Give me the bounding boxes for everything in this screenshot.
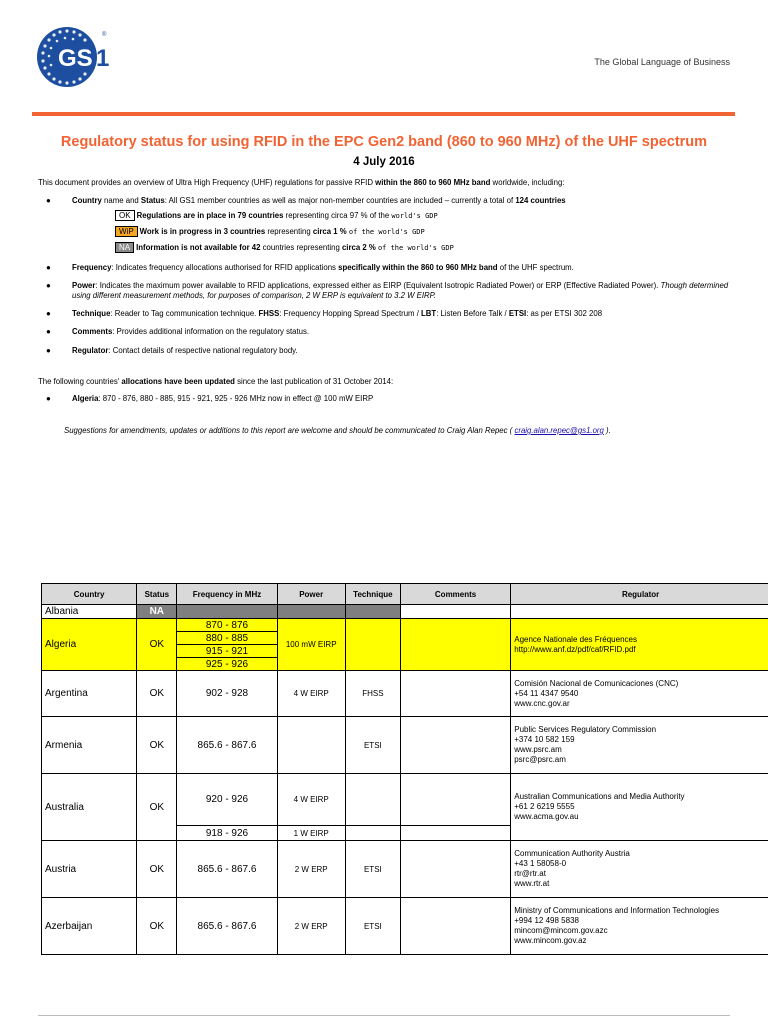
frequency-cell: 915 - 921 [177,645,277,658]
svg-text:1: 1 [96,45,110,72]
country-cell: Austria [42,841,137,898]
frequency-cell: 920 - 926 [177,774,277,826]
contact-email-link[interactable]: craig.alan.repec@gs1.org [514,426,604,435]
country-cell: Azerbaijan [42,898,137,955]
bullet-power: ● Power: Indicates the maximum power available to RFID applications, expressed either as EIRP (Equivalent Isotropic Radiated Power) or ERP (Effective Radiated Power). Though determined using different measurement methods, for purposes of comparison, 2 W ERP is equivalent to 3.2 W EIRP. [46,281,729,300]
technique-cell: ETSI [345,841,400,898]
frequency-cell: 865.6 - 867.6 [177,898,277,955]
country-cell: Algeria [42,619,137,671]
bullet-algeria-update: ● Algeria: 870 - 876, 880 - 885, 915 - 921, 925 - 926 MHz now in effect @ 100 mW EIRP [46,394,374,403]
table-row-argentina [42,671,768,717]
frequency-cell: 865.6 - 867.6 [177,717,277,774]
footer-rule [38,1015,730,1016]
col-technique: Technique [345,584,400,605]
status-tag-wip: WiP [115,226,138,237]
power-cell: 2 W ERP [277,898,345,955]
bullet-technique: ● Technique: Reader to Tag communication technique. FHSS: Frequency Hopping Spread Spectrum / LBT: Listen Before Talk / ETSI: as per ETSI 302 208 [46,309,603,318]
technique-cell: ETSI [345,717,400,774]
header-rule [32,112,735,116]
power-cell: 100 mW EIRP [277,619,345,671]
bullet-regulator: ● Regulator: Contact details of respective national regulatory body. [46,346,298,355]
col-frequency: Frequency in MHz [177,584,277,605]
svg-text:®: ® [102,32,107,38]
suggestion-paragraph: Suggestions for amendments, updates or additions to this report are welcome and should be communicated to Craig Alan Repec ( craig.alan.repec@gs1.org ). [64,426,611,435]
gs1-logo [36,24,116,90]
regulator-cell: Communication Authority Austria +43 1 58058-0 rtr@rtr.at www.rtr.at [511,841,768,898]
table-row-australia [42,774,768,826]
table-row-austria [42,841,768,898]
document-date: 4 July 2016 [353,156,415,168]
status-cell: OK [137,717,177,774]
col-power: Power [277,584,345,605]
frequency-cell: 918 - 926 [177,826,277,841]
intro-paragraph: This document provides an overview of Ultra High Frequency (UHF) regulations for passive RFID within the 860 to 960 MHz band worldwide, including: [38,178,565,187]
regulator-cell: Public Services Regulatory Commission +374 10 582 159 www.psrc.am psrc@psrc.am [511,717,768,774]
frequency-cell: 865.6 - 867.6 [177,841,277,898]
technique-cell: ETSI [345,898,400,955]
regulator-cell: Comisión Nacional de Comunicaciones (CNC) +54 11 4347 9540 www.cnc.gov.ar [511,671,768,717]
bullet-comments: ● Comments: Provides additional information on the regulatory status. [46,327,310,336]
status-tag-na: NA [115,242,134,253]
country-cell: Argentina [42,671,137,717]
regulatory-table [41,583,768,955]
updates-paragraph: The following countries' allocations have been updated since the last publication of 31 October 2014: [38,377,394,386]
status-tag-ok: OK [115,210,135,221]
col-country: Country [42,584,137,605]
col-comments: Comments [400,584,510,605]
power-cell [277,717,345,774]
power-cell: 4 W EIRP [277,671,345,717]
frequency-cell: 880 - 885 [177,632,277,645]
status-cell: OK [137,671,177,717]
col-status: Status [137,584,177,605]
country-cell: Armenia [42,717,137,774]
regulator-cell: Agence Nationale des Fréquences http://www.anf.dz/pdf/caf/RFID.pdf [511,619,768,671]
status-cell: OK [137,841,177,898]
country-cell: Albania [42,605,137,619]
table-row-azerbaijan [42,898,768,955]
power-cell: 1 W EIRP [277,826,345,841]
frequency-cell: 925 - 926 [177,658,277,671]
table-row-algeria [42,619,768,632]
logo-gs-text: GS [58,45,93,72]
col-regulator: Regulator [511,584,768,605]
bullet-frequency: ● Frequency: Indicates frequency allocations authorised for RFID applications specifically within the 860 to 960 MHz band of the UHF spectrum. [46,263,574,272]
tagline: The Global Language of Business [594,57,730,67]
power-cell: 2 W ERP [277,841,345,898]
table-header-row [42,584,768,605]
regulator-cell: Australian Communications and Media Authority +61 2 6219 5555 www.acma.gov.au [511,774,768,841]
status-ok-line: OK Regulations are in place in 79 countries representing circa 97 % of the world's GDP [115,210,438,221]
regulator-cell: Ministry of Communications and Information Technologies +994 12 498 5838 mincom@mincom.gov.azc www.mincom.gov.az [511,898,768,955]
table-row-armenia [42,717,768,774]
page-title: Regulatory status for using RFID in the EPC Gen2 band (860 to 960 MHz) of the UHF spectrum [60,134,708,150]
technique-cell: FHSS [345,671,400,717]
table-row-albania [42,605,768,619]
status-cell: OK [137,619,177,671]
frequency-cell: 902 - 928 [177,671,277,717]
status-wip-line: WiP Work is in progress in 3 countries representing circa 1 % of the world's GDP [115,226,425,237]
frequency-cell: 870 - 876 [177,619,277,632]
power-cell: 4 W EIRP [277,774,345,826]
bullet-country: ● Country name and Status: All GS1 member countries as well as major non-member countries are included – currently a total of 124 countries [46,196,566,205]
status-cell: OK [137,774,177,841]
country-cell: Australia [42,774,137,841]
status-cell: OK [137,898,177,955]
status-cell: NA [137,605,177,619]
status-na-line: NA Information is not available for 42 countries representing circa 2 % of the world's GDP [115,242,454,253]
